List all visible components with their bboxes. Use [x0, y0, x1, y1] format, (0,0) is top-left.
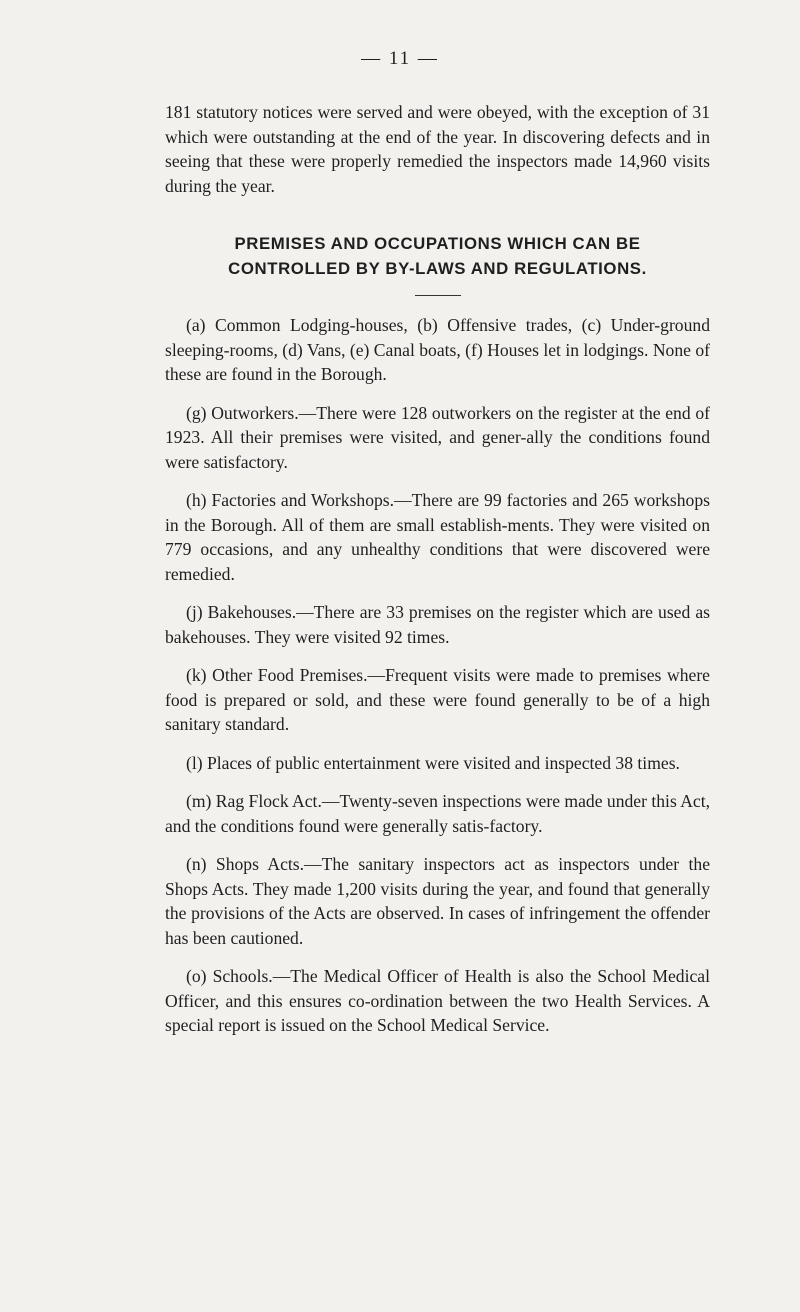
paragraph-h-factories: (h) Factories and Workshops.—There are 99 factories and 265 workshops in the Borough. All of them are small establish-ments. They were visited on 779 occasions, and any unhealthy conditions that were discovered were remedied. — [165, 490, 710, 584]
paragraph-l-entertainment: (l) Places of public entertainment were visited and inspected 38 times. — [186, 752, 680, 773]
section-heading — [165, 231, 710, 281]
section-heading-line-1: PREMISES AND OCCUPATIONS WHICH CAN BE — [234, 234, 641, 253]
paragraph-o-schools: (o) Schools.—The Medical Officer of Health is also the School Medical Officer, and this ensures co-ordination between the two Health Services. A special report is issued on the School Medical Service. — [165, 966, 710, 1035]
paragraph-k-food-premises: (k) Other Food Premises.—Frequent visits were made to premises where food is prepared or sold, and these were found generally to be of a high sanitary standard. — [165, 665, 710, 734]
paragraph-m-rag-flock: (m) Rag Flock Act.—Twenty-seven inspections were made under this Act, and the conditions found were generally satis-factory. — [165, 791, 711, 836]
paragraph-n-shops-acts: (n) Shops Acts.—The sanitary inspectors act as inspectors under the Shops Acts. They made 1,200 visits during the year, and found that generally the provisions of the Acts are observed. In cases of infringement the offender has been cautioned. — [165, 854, 710, 948]
paragraph-j-bakehouses: (j) Bakehouses.—There are 33 premises on the register which are used as bakehouses. They were visited 92 times. — [165, 602, 710, 647]
paragraph-a-f: (a) Common Lodging-houses, (b) Offensive trades, (c) Under-ground sleeping-rooms, (d) Vans, (e) Canal boats, (f) Houses let in lodgings. None of these are found in the Borough. — [165, 315, 710, 384]
intro-paragraph: 181 statutory notices were served and were obeyed, with the exception of 31 which were outstanding at the end of the year. In discovering defects and in seeing that these were properly remedied the inspectors made 14,960 visits during the year. — [165, 102, 710, 196]
page-number: — 11 — — [361, 48, 439, 69]
paragraph-g-outworkers: (g) Outworkers.—There were 128 outworkers on the register at the end of 1923. All their premises were visited, and gener-ally the conditions found were satisfactory. — [165, 402, 710, 472]
heading-divider — [415, 295, 461, 296]
page-content — [165, 100, 710, 1052]
section-heading-line-2: CONTROLLED BY BY-LAWS AND REGULATIONS. — [228, 259, 647, 278]
